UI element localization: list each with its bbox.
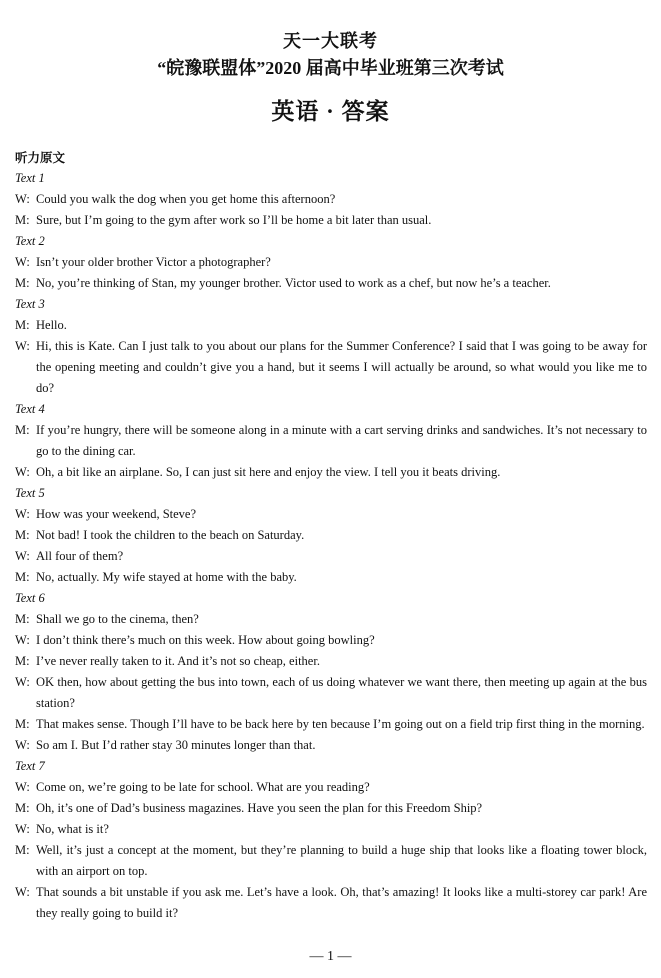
dialogue-text: I don’t think there’s much on this week. How about going bowling?	[36, 633, 375, 647]
dialogue-text: All four of them?	[36, 549, 124, 563]
dialogue-line	[15, 420, 647, 462]
speaker-label: W:	[15, 255, 30, 269]
speaker-label: W:	[15, 549, 30, 563]
dialogue-line	[15, 546, 647, 567]
text-label: Text 5	[15, 486, 45, 500]
dialogue-text: Isn’t your older brother Victor a photographer?	[36, 255, 271, 269]
dialogue-text: OK then, how about getting the bus into town, each of us doing whatever we want there, then meeting up again at the bus station?	[36, 675, 647, 710]
speaker-label: M:	[15, 276, 30, 290]
dialogue-line	[15, 819, 647, 840]
dialogue-line	[15, 273, 647, 294]
dialogue-text: So am I. But I’d rather stay 30 minutes longer than that.	[36, 738, 316, 752]
speaker-label: W:	[15, 885, 30, 899]
dialogue-text: Oh, a bit like an airplane. So, I can just sit here and enjoy the view. I tell you it beats driving.	[36, 465, 501, 479]
text-block	[15, 588, 647, 756]
text-block	[15, 399, 647, 483]
dialogue-line	[15, 882, 647, 924]
dialogue-line	[15, 189, 647, 210]
dialogue-line	[15, 567, 647, 588]
speaker-label: W:	[15, 738, 30, 752]
speaker-label: W:	[15, 192, 30, 206]
section-title: 听力原文	[15, 151, 66, 165]
dialogue-line	[15, 651, 647, 672]
text-label: Text 3	[15, 297, 45, 311]
speaker-label: W:	[15, 822, 30, 836]
speaker-label: W:	[15, 465, 30, 479]
dialogue-line	[15, 714, 647, 735]
dialogue-line	[15, 735, 647, 756]
text-label: Text 6	[15, 591, 45, 605]
dialogue-text: How was your weekend, Steve?	[36, 507, 197, 521]
dialogue-text: Come on, we’re going to be late for school. What are you reading?	[36, 780, 370, 794]
dialogue-line	[15, 840, 647, 882]
text-block	[15, 168, 647, 231]
speaker-label: M:	[15, 717, 30, 731]
subject-answer-title: 英语 · 答案	[271, 99, 390, 124]
dialogue-text: That makes sense. Though I’ll have to be back here by ten because I’m going out on a field trip first thing in the morning.	[36, 717, 645, 731]
speaker-label: W:	[15, 780, 30, 794]
speaker-label: M:	[15, 213, 30, 227]
text-label: Text 4	[15, 402, 45, 416]
speaker-label: W:	[15, 633, 30, 647]
dialogue-text: Hello.	[36, 318, 67, 332]
speaker-label: M:	[15, 423, 30, 437]
listening-transcript	[15, 168, 647, 924]
dialogue-line	[15, 609, 647, 630]
text-label: Text 2	[15, 234, 45, 248]
text-block	[15, 231, 647, 294]
text-label: Text 7	[15, 759, 45, 773]
speaker-label: M:	[15, 318, 30, 332]
speaker-label: M:	[15, 612, 30, 626]
speaker-label: M:	[15, 570, 30, 584]
dialogue-text: No, actually. My wife stayed at home with the baby.	[36, 570, 297, 584]
dialogue-text: No, you’re thinking of Stan, my younger brother. Victor used to work as a chef, but now he’s a teacher.	[36, 276, 551, 290]
dialogue-line	[15, 462, 647, 483]
dialogue-text: Sure, but I’m going to the gym after work so I’ll be home a bit later than usual.	[36, 213, 432, 227]
text-label: Text 1	[15, 171, 45, 185]
dialogue-line	[15, 798, 647, 819]
speaker-label: M:	[15, 843, 30, 857]
speaker-label: M:	[15, 801, 30, 815]
dialogue-line	[15, 210, 647, 231]
dialogue-text: Well, it’s just a concept at the moment, but they’re planning to build a huge ship that looks like a floating tower block, with an airport on top.	[36, 843, 647, 878]
exam-title: “皖豫联盟体”2020 届高中毕业班第三次考试	[157, 58, 504, 78]
text-block	[15, 483, 647, 588]
speaker-label: W:	[15, 675, 30, 689]
dialogue-line	[15, 252, 647, 273]
speaker-label: W:	[15, 507, 30, 521]
dialogue-text: If you’re hungry, there will be someone along in a minute with a cart serving drinks and sandwiches. It’s not necessary to go to the dining car.	[36, 423, 647, 458]
dialogue-text: That sounds a bit unstable if you ask me. Let’s have a look. Oh, that’s amazing! It looks like a multi-storey car park! Are they really going to build it?	[36, 885, 647, 920]
dialogue-text: I’ve never really taken to it. And it’s not so cheap, either.	[36, 654, 320, 668]
dialogue-text: Hi, this is Kate. Can I just talk to you about our plans for the Summer Conference? I said that I was going to be away for the opening meeting and couldn’t give you a hand, but it seems I will actually be around, so what would you like me to do?	[36, 339, 647, 395]
speaker-label: M:	[15, 654, 30, 668]
dialogue-line	[15, 630, 647, 651]
dialogue-line	[15, 336, 647, 399]
dialogue-line	[15, 315, 647, 336]
dialogue-line	[15, 504, 647, 525]
dialogue-text: Oh, it’s one of Dad’s business magazines. Have you seen the plan for this Freedom Ship?	[36, 801, 483, 815]
dialogue-text: Not bad! I took the children to the beach on Saturday.	[36, 528, 305, 542]
dialogue-text: No, what is it?	[36, 822, 109, 836]
exam-organizer-title: 天一大联考	[283, 31, 378, 51]
dialogue-line	[15, 525, 647, 546]
text-block	[15, 756, 647, 924]
speaker-label: M:	[15, 528, 30, 542]
dialogue-line	[15, 672, 647, 714]
speaker-label: W:	[15, 339, 30, 353]
dialogue-text: Could you walk the dog when you get home this afternoon?	[36, 192, 336, 206]
dialogue-text: Shall we go to the cinema, then?	[36, 612, 199, 626]
text-block	[15, 294, 647, 399]
page-number: — 1 —	[309, 949, 352, 964]
dialogue-line	[15, 777, 647, 798]
